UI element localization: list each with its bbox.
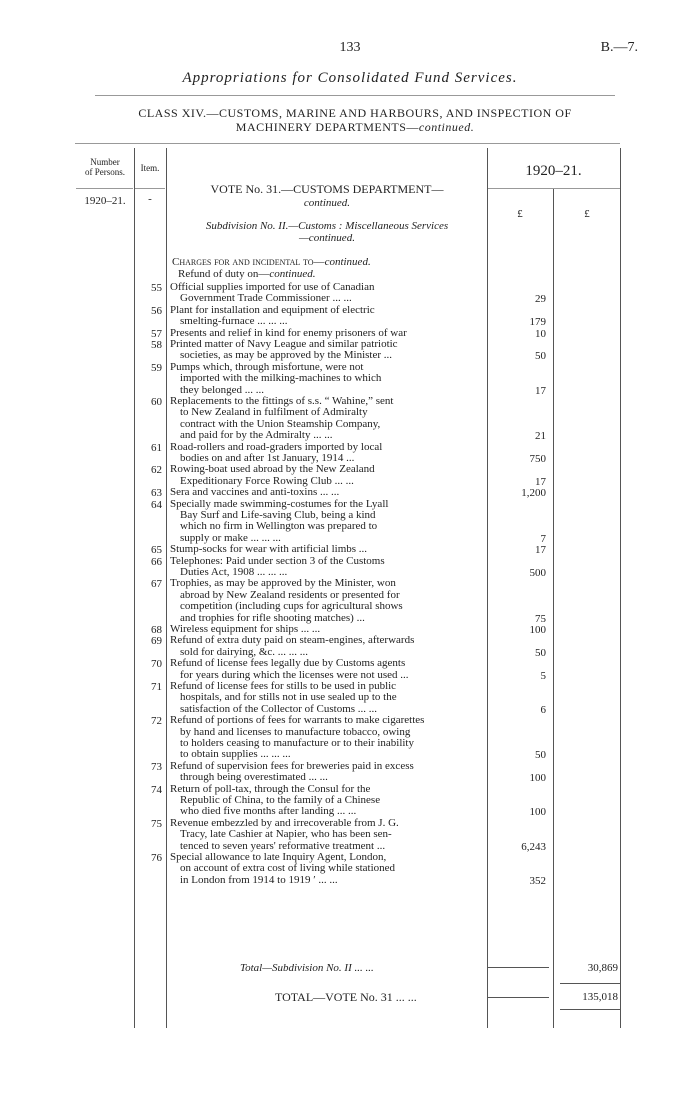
entry-amount: 500 (529, 567, 546, 579)
entry-line: Refund of extra duty paid on steam-engines, afterwards (170, 634, 415, 647)
entry-line: supply or make ... ... ... (180, 531, 281, 544)
class-title-line2: MACHINERY DEPARTMENTS— (235, 120, 419, 134)
entry-line: Refund of supervision fees for breweries paid in excess (170, 759, 414, 772)
entry-line: Refund of license fees for stills to be used in public (170, 680, 397, 692)
item-number: 71 (151, 681, 162, 693)
item-number: 70 (151, 658, 162, 671)
item-number: 61 (151, 441, 162, 454)
total-rule (560, 983, 620, 984)
entry-line: Government Trade Commissioner ... ... (180, 292, 352, 305)
entry-description (170, 499, 485, 545)
subdivision-line2: —continued. (299, 232, 355, 244)
subdivision-heading (172, 220, 482, 244)
entry-description (170, 305, 485, 328)
total-subdivision-label: Total—Subdivision No. II ... ... (240, 962, 374, 974)
amount-column-line-left (487, 148, 488, 1028)
entry-description (170, 556, 485, 579)
entry-description (170, 442, 485, 465)
charges-heading-cont: continued. (324, 256, 371, 268)
entry-description (170, 339, 485, 362)
amount-column-line-right (620, 148, 621, 1028)
entry-line: competition (including cups for agricultural shows (180, 600, 403, 613)
entry-amount: 17 (535, 384, 546, 397)
entry-amount: 750 (529, 453, 546, 465)
amount-column-line-mid (553, 188, 554, 1028)
entry-description (170, 784, 485, 818)
entry-line: Replacements to the fittings of s.s. “ Wahine,” sent (170, 395, 394, 407)
item-number: 66 (151, 555, 162, 568)
class-title-line1: CLASS XIV.—CUSTOMS, MARINE AND HARBOURS, AND INSPECTION OF (138, 106, 572, 120)
item-column-header: Item. (140, 163, 160, 173)
entry-line: to obtain supplies ... ... ... (180, 748, 291, 761)
entry-line: Presents and relief in kind for enemy prisoners of war (170, 326, 407, 339)
entry-line: bodies on and after 1st January, 1914 ... (180, 452, 355, 464)
pound-sign-2: £ (584, 208, 590, 220)
entry-line: sold for dairying, &c. ... ... ... (180, 645, 309, 658)
entry-line: Specially made swimming-costumes for the Lyall (170, 497, 389, 510)
entry-line: Plant for installation and equipment of electric (170, 303, 375, 316)
entry-line: Republic of China, to the family of a Chinese (180, 794, 381, 806)
item-number: 62 (151, 464, 162, 477)
persons-dash: - (148, 193, 152, 205)
entry-line: Sera and vaccines and anti-toxins ... ... (170, 486, 340, 499)
entry-line: which no firm in Wellington was prepared to (180, 520, 378, 533)
entry-amount: 50 (535, 646, 546, 659)
vote-total-rule (488, 997, 549, 998)
entry-line: Official supplies imported for use of Canadian (170, 281, 375, 293)
entry-line: and trophies for rifle shooting matches) ... (180, 611, 365, 624)
item-number: 57 (151, 327, 162, 340)
entry-amount: 1,200 (521, 487, 546, 500)
entry-line: societies, as may be approved by the Minister ... (180, 349, 393, 362)
item-number: 65 (151, 544, 162, 557)
total-vote-amount: 135,018 (582, 991, 618, 1003)
entry-description (170, 658, 485, 681)
entry-line: who died five months after landing ... ... (180, 805, 357, 818)
entry-line: through being overestimated ... ... (180, 771, 328, 784)
persons-header-line2: of Persons. (85, 167, 125, 177)
refund-heading-text: Refund of duty on— (178, 268, 270, 280)
item-number: 76 (151, 852, 162, 864)
item-number: 67 (151, 578, 162, 591)
item-number: 56 (151, 304, 162, 317)
entry-description (170, 761, 485, 784)
entry-line: abroad by New Zealand residents or presented for (180, 588, 400, 601)
item-number: 64 (151, 498, 162, 511)
entry-amount: 6 (540, 703, 546, 716)
entry-line: and paid for by the Admiralty ... ... (180, 429, 333, 442)
entry-line: Printed matter of Navy League and similar patriotic (170, 338, 398, 350)
entry-line: Return of poll-tax, through the Consul for the (170, 782, 371, 795)
pound-sign-1: £ (517, 208, 523, 220)
item-number: 60 (151, 396, 162, 408)
entry-line: Trophies, as may be approved by the Minister, won (170, 577, 396, 590)
persons-year: 1920–21. (84, 195, 126, 207)
entry-description (170, 282, 485, 305)
entry-amount: 50 (535, 749, 546, 762)
entry-description (170, 396, 485, 442)
entry-amount: 7 (540, 532, 546, 545)
item-number: 59 (151, 361, 162, 374)
entry-line: Stump-socks for wear with artificial limbs ... (170, 543, 368, 556)
vote-title: VOTE No. 31.—CUSTOMS DEPARTMENT— (210, 182, 444, 196)
entry-line: Refund of license fees legally due by Customs agents (170, 657, 406, 670)
vote-continued: continued. (303, 197, 351, 209)
entry-line: imported with the milking-machines to which (180, 372, 382, 385)
entry-description (170, 715, 485, 761)
entry-amount: 29 (535, 293, 546, 306)
persons-column-line (134, 148, 135, 1028)
vote-heading (172, 182, 482, 210)
entry-line: Expeditionary Force Rowing Club ... ... (180, 474, 354, 487)
entry-amount: 352 (529, 874, 546, 887)
entry-description (170, 464, 485, 487)
total-vote-rule (560, 1009, 620, 1010)
item-number: 63 (151, 487, 162, 500)
class-title-cont: continued. (418, 120, 475, 134)
entry-line: Road-rollers and road-graders imported by local (170, 440, 383, 453)
entry-line: for years during which the licenses were not used ... (180, 668, 409, 681)
entry-amount: 6,243 (521, 840, 546, 853)
item-number: 73 (151, 760, 162, 773)
total-vote-label: TOTAL—VOTE No. 31 ... ... (275, 990, 417, 1004)
entry-amount: 50 (535, 350, 546, 363)
item-number: 74 (151, 783, 162, 796)
item-number: 72 (151, 715, 162, 728)
charges-heading (172, 256, 371, 268)
entry-amount: 100 (529, 772, 546, 785)
entry-line: Refund of portions of fees for warrants to make cigarettes (170, 714, 425, 727)
item-number: 68 (151, 624, 162, 636)
entry-line: they belonged ... ... (180, 383, 265, 396)
entry-description (170, 818, 485, 852)
entry-line: contract with the Union Steamship Company, (180, 417, 381, 430)
header-rule (95, 95, 615, 96)
persons-header-line1: Number (90, 157, 120, 167)
charges-heading-text: Charges for and incidental to— (172, 256, 325, 268)
persons-header-rule (76, 188, 133, 189)
entry-line: to New Zealand in fulfilment of Admiralty (180, 406, 368, 419)
entry-line: Special allowance to late Inquiry Agent, London, (170, 851, 387, 863)
entry-line: tenced to seven years' reformative treatment ... (180, 839, 386, 852)
item-number: 58 (151, 339, 162, 351)
page-number: 133 (339, 40, 361, 55)
entry-amount: 100 (529, 806, 546, 819)
refund-heading (178, 268, 316, 280)
entry-line: on account of extra cost of living while stationed (180, 862, 396, 875)
entry-description (170, 681, 485, 715)
entry-amount: 179 (529, 316, 546, 329)
page-reference: B.—7. (600, 40, 638, 55)
entry-amount: 5 (540, 669, 546, 682)
entry-line: to holders ceasing to manufacture or to their inability (180, 737, 414, 749)
item-header-rule (135, 188, 165, 189)
entry-line: Telephones: Paid under section 3 of the Customs (170, 554, 385, 567)
entry-line: smelting-furnace ... ... ... (180, 315, 288, 328)
entry-line: Rowing-boat used abroad by the New Zealand (170, 463, 375, 476)
running-title: Appropriations for Consolidated Fund Services. (182, 70, 518, 86)
item-column-line (166, 148, 167, 1028)
entry-amount: 21 (535, 430, 546, 443)
item-number: 55 (151, 282, 162, 294)
subdivision-line1: Subdivision No. II.—Customs : Miscellaneous Services (205, 220, 449, 232)
entry-description (170, 544, 485, 555)
entry-description (170, 635, 485, 658)
entry-description (170, 362, 485, 396)
entry-line: in London from 1914 to 1919 ′ ... ... (180, 873, 338, 886)
entry-description (170, 487, 485, 498)
persons-column-header (76, 157, 134, 177)
entry-amount: 17 (535, 475, 546, 488)
entry-line: satisfaction of the Collector of Customs ... ... (180, 702, 378, 715)
entry-line: Bay Surf and Life-saving Club, being a kind (180, 509, 376, 521)
entry-description (170, 852, 485, 886)
entry-line: Revenue embezzled by and irrecoverable from J. G. (170, 816, 399, 829)
entry-description (170, 578, 485, 624)
refund-heading-cont: continued. (269, 268, 316, 280)
entry-amount: 100 (529, 624, 546, 636)
total-subdivision-amount: 30,869 (587, 962, 618, 974)
year-column-header: 1920–21. (525, 163, 582, 179)
class-title (95, 106, 615, 134)
item-number: 75 (151, 817, 162, 830)
item-number: 69 (151, 635, 162, 648)
year-header-rule (488, 188, 620, 189)
entry-line: hospitals, and for stills not in use sealed up to the (180, 691, 397, 704)
entry-line: Tracy, late Cashier at Napier, who has been sen- (180, 828, 392, 841)
table-top-rule (75, 143, 620, 144)
entry-line: Wireless equipment for ships ... ... (170, 623, 321, 635)
entry-amount: 75 (535, 612, 546, 625)
entry-line: Duties Act, 1908 ... ... ... (180, 566, 288, 578)
subtotal-rule (488, 967, 549, 968)
entry-amount: 17 (535, 544, 546, 557)
entry-line: Pumps which, through misfortune, were not (170, 360, 364, 373)
entry-line: by hand and licenses to manufacture tobacco, owing (180, 725, 411, 738)
entry-amount: 10 (535, 327, 546, 340)
